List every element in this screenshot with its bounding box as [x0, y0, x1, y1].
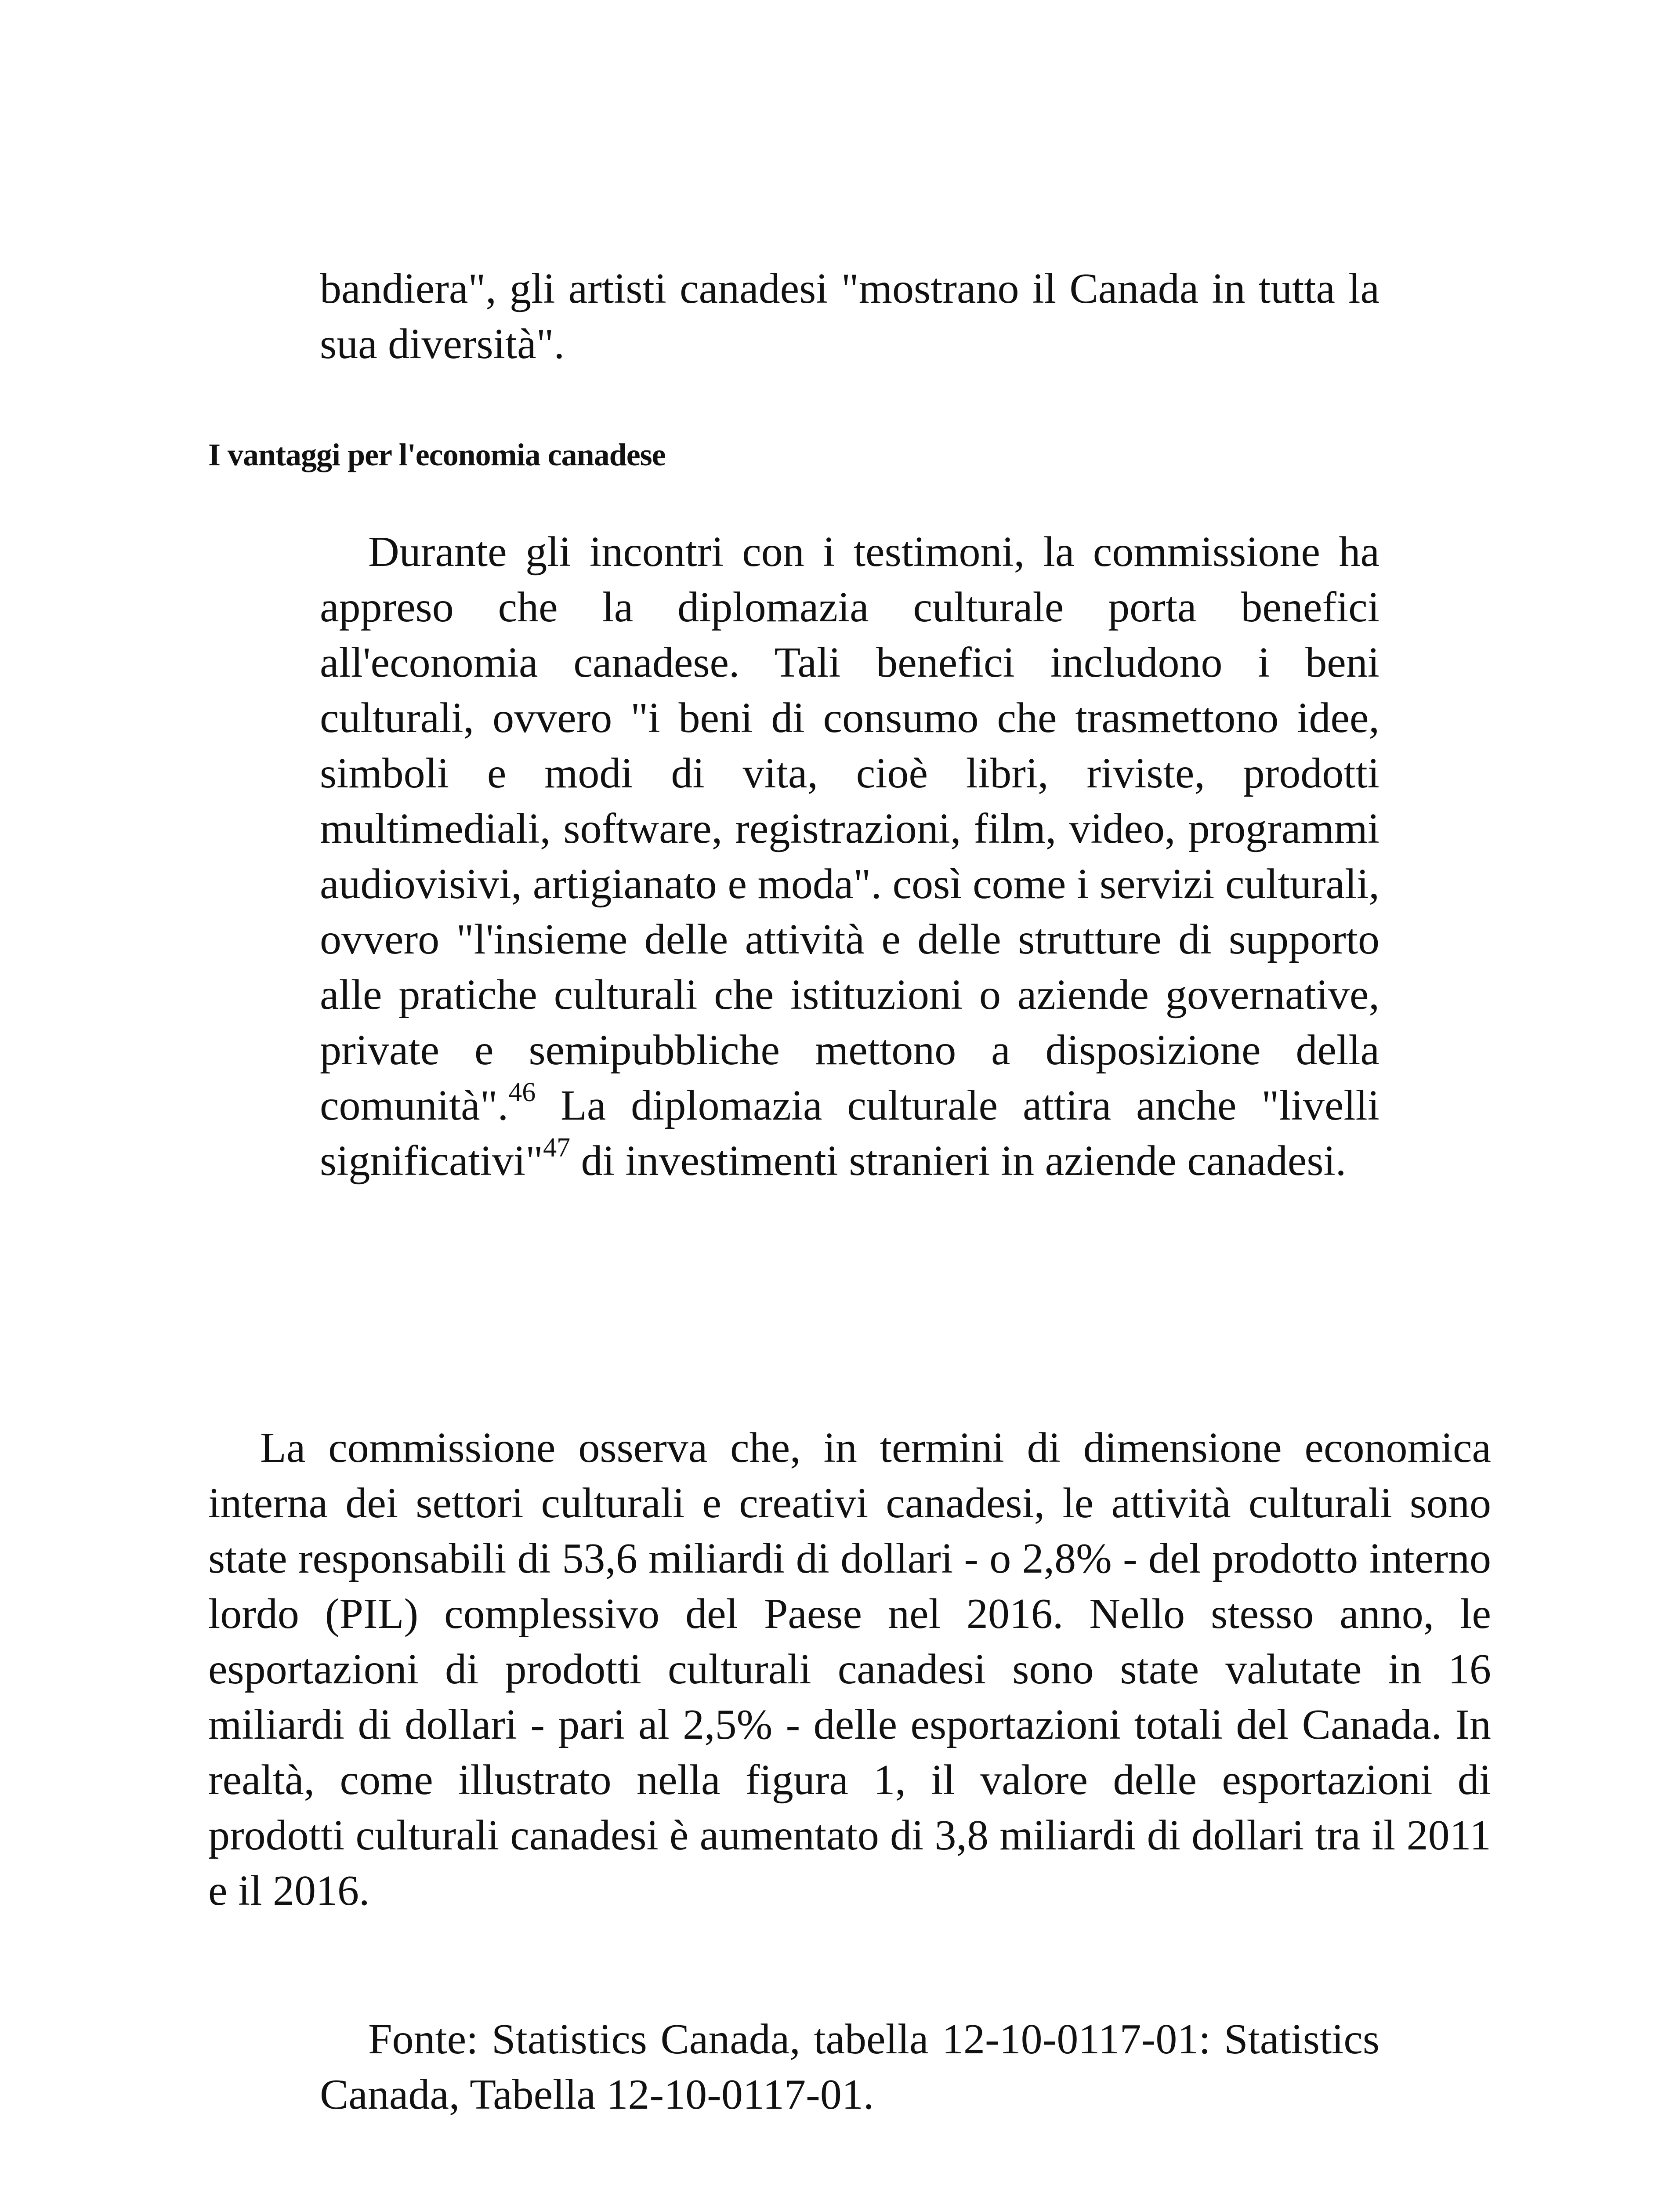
- footnote-ref-46[interactable]: 46: [508, 1077, 536, 1107]
- footnote-ref-47[interactable]: 47: [543, 1133, 571, 1163]
- quote-text-part-2: La diplomazia culturale attira anche "livelli significativi": [320, 1082, 1379, 1185]
- body-paragraph: La commissione osserva che, in termini di dimensione economica interna dei settori culturali e creativi canadesi, le attività culturali sono state responsabili di 53,6 miliardi di dollari - o 2,8% - del prodotto interno lordo (PIL) complessivo del Paese nel 2016. Nello stesso anno, le esportazioni di prodotti culturali canadesi sono state valutate in 16 miliardi di dollari - pari al 2,5% - delle esportazioni totali del Canada. In realtà, come illustrato nella figura 1, il valore delle esportazioni di prodotti culturali canadesi è aumentato di 3,8 miliardi di dollari tra il 2011 e il 2016.: [208, 1424, 1491, 1914]
- section-heading: I vantaggi per l'economia canadese: [208, 437, 666, 472]
- continued-paragraph: bandiera", gli artisti canadesi "mostrano il Canada in tutta la sua diversità".: [320, 265, 1379, 368]
- block-quote: [320, 524, 1379, 1189]
- quote-text-part-3: di investimenti stranieri in aziende canadesi.: [570, 1137, 1347, 1185]
- quote-text-part-1: Durante gli incontri con i testimoni, la commissione ha appreso che la diplomazia culturale porta benefici all'economia canadese. Tali benefici includono i beni culturali, ovvero "i beni di consumo che trasmettono idee, simboli e modi di vita, cioè libri, riviste, prodotti multimediali, software, registrazioni, film, video, programmi audiovisivi, artigianato e moda". così come i servizi culturali, ovvero "l'insieme delle attività e delle strutture di supporto alle pratiche culturali che istituzioni o aziende governative, private e semipubbliche mettono a disposizione della comunità".: [320, 528, 1379, 1129]
- source-note: Fonte: Statistics Canada, tabella 12-10-0117-01: Statistics Canada, Tabella 12-10-0117-01.: [320, 2016, 1379, 2118]
